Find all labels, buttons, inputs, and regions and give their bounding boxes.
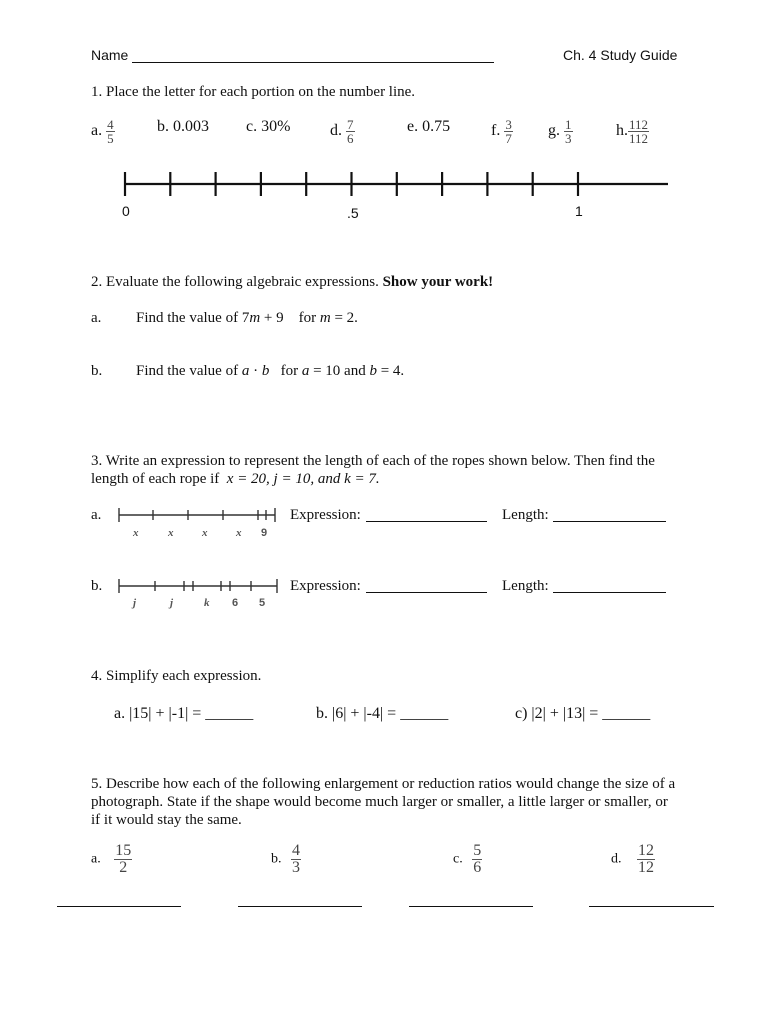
q5-prompt-line1: 5. Describe how each of the following enlargement or reduction ratios would change the size of a: [91, 776, 676, 792]
q3-a-length-label: Length:: [502, 507, 549, 523]
rope-b-seg-5: 5: [259, 597, 266, 609]
q5-item-c: c. $\frac{5}{6}$: [453, 842, 482, 876]
q3-b-expression-field[interactable]: [366, 592, 487, 593]
q5-item-d: d. $\frac{12}{12}$: [611, 842, 654, 876]
q3-a-length-field[interactable]: [553, 521, 666, 522]
rope-b-diagram: [110, 576, 282, 598]
q3-b-letter: b.: [91, 578, 103, 594]
q1-item-a: a. $\frac{4}{5}$: [91, 117, 114, 146]
q5-prompt-line3: if it would stay the same.: [91, 812, 242, 828]
q5-b-answer-field[interactable]: [238, 906, 362, 907]
number-line-label-half: .5: [347, 205, 359, 221]
q1-prompt: 1. Place the letter for each portion on the number line.: [91, 84, 416, 100]
q3-a-expression-label: Expression:: [290, 507, 361, 523]
q2-prompt: 2. Evaluate the following algebraic expressions. Show your work!: [91, 274, 494, 290]
rope-a-seg-2: x: [168, 527, 174, 539]
q1-item-e: e. 0.75: [407, 118, 451, 135]
q2-b-text: Find the value of a · b for a = 10 and b = 4.: [136, 363, 405, 379]
q5-item-b: b. $\frac{4}{3}$: [271, 842, 300, 876]
q1-item-h: h. $\frac{112}{112}$: [616, 117, 649, 146]
q5-item-a: a. $\frac{15}{2}$: [91, 842, 132, 876]
rope-a-seg-5: 9: [261, 527, 268, 539]
rope-b-seg-4: 6: [232, 597, 239, 609]
q2-a-letter: a.: [91, 310, 102, 326]
rope-b-seg-1: j: [133, 597, 137, 609]
q4-c: c) |2| + |13| = ______: [515, 705, 651, 722]
q2-b-letter: b.: [91, 363, 103, 379]
q4-prompt: 4. Simplify each expression.: [91, 668, 262, 684]
q5-c-answer-field[interactable]: [409, 906, 533, 907]
q1-item-b: b. 0.003: [157, 118, 209, 135]
q4-b: b. |6| + |-4| = ______: [316, 705, 449, 722]
q3-prompt-line2: length of each rope if x = 20, j = 10, and k = 7.: [91, 471, 380, 487]
rope-a-seg-1: x: [133, 527, 139, 539]
page-title: Ch. 4 Study Guide: [563, 47, 678, 63]
number-line: [0, 0, 770, 230]
q3-b-expression-label: Expression:: [290, 578, 361, 594]
q3-prompt-line1: 3. Write an expression to represent the length of each of the ropes shown below. Then find the: [91, 453, 655, 469]
rope-b-seg-3: k: [204, 597, 210, 609]
rope-b-seg-2: j: [170, 597, 174, 609]
q2-a-text: Find the value of 7m + 9 for m = 2.: [136, 310, 358, 326]
q3-a-letter: a.: [91, 507, 102, 523]
number-line-label-1: 1: [575, 203, 583, 219]
rope-a-diagram: [110, 505, 280, 527]
q3-b-length-field[interactable]: [553, 592, 666, 593]
q1-item-f: f. $\frac{3}{7}$: [491, 117, 512, 146]
q1-item-c: c. 30%: [246, 118, 291, 135]
q3-a-expression-field[interactable]: [366, 521, 487, 522]
name-label: Name: [91, 47, 129, 63]
q1-item-d: d. $\frac{7}{6}$: [330, 117, 354, 146]
q5-prompt-line2: photograph. State if the shape would become much larger or smaller, a little larger or smaller, or: [91, 794, 668, 810]
q3-b-length-label: Length:: [502, 578, 549, 594]
rope-a-seg-4: x: [236, 527, 242, 539]
rope-a-seg-3: x: [202, 527, 208, 539]
q5-a-answer-field[interactable]: [57, 906, 181, 907]
q4-a: a. |15| + |-1| = ______: [114, 705, 254, 722]
q1-item-g: g. $\frac{1}{3}$: [548, 117, 572, 146]
number-line-label-0: 0: [122, 203, 130, 219]
q5-d-answer-field[interactable]: [589, 906, 714, 907]
